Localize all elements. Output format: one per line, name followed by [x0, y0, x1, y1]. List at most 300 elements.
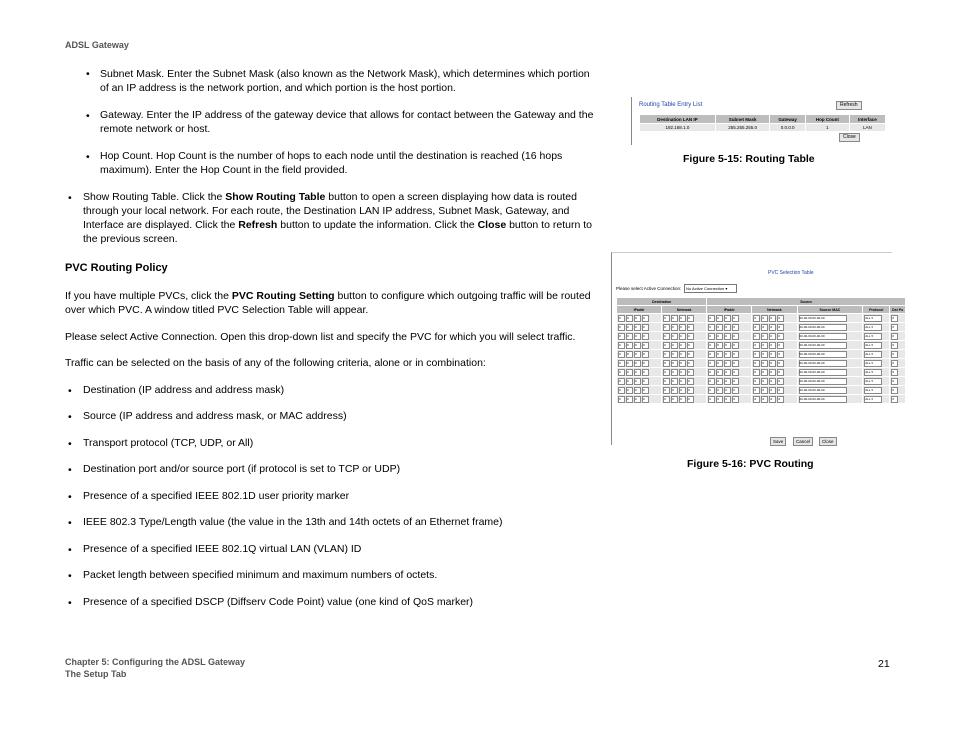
ip-octet-input[interactable]: 0 — [671, 351, 678, 358]
mac-cell — [797, 377, 863, 386]
protocol-select[interactable]: ALL ▾ — [864, 360, 882, 367]
ip-octet-input[interactable]: 0 — [777, 315, 784, 322]
ip-octet-input[interactable]: 0 — [663, 369, 670, 376]
ip-octet-input[interactable]: 0 — [687, 342, 694, 349]
ip-octet-input[interactable]: 0 — [753, 324, 760, 331]
ip-octet-input[interactable]: 0 — [716, 333, 723, 340]
ip-octet-input[interactable]: 0 — [777, 387, 784, 394]
mac-cell — [797, 323, 863, 332]
ip-octet-input[interactable]: 0 — [642, 324, 649, 331]
ip-octet-input[interactable]: 0 — [634, 315, 641, 322]
ip-octet-input[interactable]: 0 — [671, 396, 678, 403]
ip-octet-input[interactable]: 0 — [716, 324, 723, 331]
ip-octet-input[interactable]: 0 — [618, 351, 625, 358]
ip-octet-input[interactable]: 0 — [769, 315, 776, 322]
ip-octet-input[interactable]: 0 — [671, 315, 678, 322]
ip-octet-input[interactable]: 0 — [626, 369, 633, 376]
ip-octet-input[interactable]: 0 — [708, 333, 715, 340]
subnet-mask-text: Subnet Mask. Enter the Subnet Mask (also known as the Network Mask), which determines which portion of an IP address is the network portion, and which portion is the host portion. — [100, 68, 590, 94]
ip-cell — [752, 350, 797, 359]
ip-octet-input[interactable]: 0 — [732, 378, 739, 385]
ip-octet-input[interactable]: 0 — [777, 369, 784, 376]
cell: 255.255.255.0 — [715, 124, 769, 132]
col-header: IPaddr — [707, 306, 752, 314]
ip-octet-input[interactable]: 0 — [724, 360, 731, 367]
ip-octet-input[interactable]: 0 — [642, 387, 649, 394]
port-cell — [890, 323, 906, 332]
mac-input[interactable]: 00-00-00-00-00-00 — [799, 378, 847, 385]
ip-octet-input[interactable]: 0 — [663, 360, 670, 367]
active-connection-select[interactable]: No Active Connection ▾ — [684, 284, 737, 293]
list-item: Presence of a specified DSCP (Diffserv Code Point) value (one kind of QoS marker) — [83, 596, 474, 608]
table-row — [617, 377, 906, 386]
ip-octet-input[interactable]: 0 — [777, 396, 784, 403]
ip-octet-input[interactable]: 0 — [777, 351, 784, 358]
ip-octet-input[interactable]: 0 — [708, 360, 715, 367]
ip-octet-input[interactable]: 0 — [777, 342, 784, 349]
ip-cell — [752, 359, 797, 368]
ip-octet-input[interactable]: 0 — [769, 360, 776, 367]
ip-octet-input[interactable]: 0 — [671, 324, 678, 331]
port-input[interactable]: 0 — [891, 315, 898, 322]
ip-octet-input[interactable]: 0 — [626, 324, 633, 331]
ip-octet-input[interactable]: 0 — [761, 387, 768, 394]
table-row — [617, 332, 906, 341]
list-item: Packet length between specified minimum and maximum numbers of octets. — [83, 569, 438, 581]
ip-octet-input[interactable]: 0 — [724, 351, 731, 358]
ip-octet-input[interactable]: 0 — [724, 387, 731, 394]
ip-octet-input[interactable]: 0 — [708, 396, 715, 403]
ip-octet-input[interactable]: 0 — [769, 396, 776, 403]
ip-octet-input[interactable]: 0 — [687, 387, 694, 394]
ip-cell — [752, 314, 797, 323]
ip-cell — [662, 341, 707, 350]
ip-octet-input[interactable]: 0 — [724, 378, 731, 385]
section-heading: PVC Routing Policy — [65, 262, 168, 274]
ip-cell — [752, 323, 797, 332]
ip-octet-input[interactable]: 0 — [642, 369, 649, 376]
ip-octet-input[interactable]: 0 — [687, 369, 694, 376]
ip-octet-input[interactable]: 0 — [716, 378, 723, 385]
ip-cell — [707, 341, 752, 350]
ip-cell — [707, 323, 752, 332]
mac-cell — [797, 332, 863, 341]
ip-octet-input[interactable]: 0 — [679, 387, 686, 394]
ip-octet-input[interactable]: 0 — [753, 315, 760, 322]
ip-octet-input[interactable]: 0 — [671, 387, 678, 394]
group-destination: Destination — [617, 298, 707, 306]
ip-octet-input[interactable]: 0 — [663, 333, 670, 340]
ip-octet-input[interactable]: 0 — [724, 315, 731, 322]
ip-octet-input[interactable]: 0 — [618, 387, 625, 394]
protocol-select[interactable]: ALL ▾ — [864, 396, 882, 403]
bullet-dot: • — [68, 411, 72, 423]
ip-octet-input[interactable]: 0 — [687, 351, 694, 358]
ip-octet-input[interactable]: 0 — [618, 324, 625, 331]
ip-octet-input[interactable]: 0 — [679, 333, 686, 340]
table-row — [617, 350, 906, 359]
protocol-select[interactable]: ALL ▾ — [864, 342, 882, 349]
ip-octet-input[interactable]: 0 — [634, 369, 641, 376]
mac-cell — [797, 395, 863, 404]
col-interface: Interface — [849, 115, 885, 124]
cancel-button[interactable]: Cancel — [793, 437, 813, 446]
ip-cell — [707, 386, 752, 395]
ip-octet-input[interactable]: 0 — [708, 369, 715, 376]
port-input[interactable]: 0 — [891, 333, 898, 340]
cell: 0.0.0.0 — [770, 124, 806, 132]
ip-octet-input[interactable]: 0 — [761, 378, 768, 385]
protocol-select[interactable]: ALL ▾ — [864, 333, 882, 340]
figure-caption: Figure 5-16: PVC Routing — [687, 458, 814, 470]
col-header: Source MAC — [797, 306, 863, 314]
port-cell — [890, 359, 906, 368]
pvc-selection-screenshot — [611, 252, 904, 445]
ip-octet-input[interactable]: 0 — [769, 342, 776, 349]
table-row — [617, 395, 906, 404]
ip-octet-input[interactable]: 0 — [708, 351, 715, 358]
save-button[interactable]: Save — [770, 437, 786, 446]
ip-octet-input[interactable]: 0 — [679, 360, 686, 367]
ip-cell — [662, 386, 707, 395]
protocol-select[interactable]: ALL ▾ — [864, 324, 882, 331]
cell: 192.168.1.0 — [640, 124, 716, 132]
ip-octet-input[interactable]: 0 — [761, 369, 768, 376]
ip-octet-input[interactable]: 0 — [732, 324, 739, 331]
paragraph-active-connection: Please select Active Connection. Open this drop-down list and specify the PVC for which you will select traffic. — [65, 331, 576, 343]
ip-octet-input[interactable]: 0 — [687, 333, 694, 340]
mac-input[interactable]: 00-00-00-00-00-00 — [799, 369, 847, 376]
ip-cell — [707, 332, 752, 341]
port-cell — [890, 368, 906, 377]
ip-octet-input[interactable]: 0 — [671, 360, 678, 367]
protocol-cell — [863, 395, 890, 404]
col-header: Protocol — [863, 306, 890, 314]
ip-octet-input[interactable]: 0 — [626, 387, 633, 394]
ip-octet-input[interactable]: 0 — [642, 360, 649, 367]
ip-octet-input[interactable]: 0 — [716, 351, 723, 358]
ip-octet-input[interactable]: 0 — [671, 342, 678, 349]
ip-octet-input[interactable]: 0 — [753, 378, 760, 385]
mac-input[interactable]: 00-00-00-00-00-00 — [799, 396, 847, 403]
mac-input[interactable]: 00-00-00-00-00-00 — [799, 324, 847, 331]
ip-octet-input[interactable]: 0 — [708, 378, 715, 385]
ip-octet-input[interactable]: 0 — [663, 324, 670, 331]
ip-octet-input[interactable]: 0 — [753, 342, 760, 349]
ip-octet-input[interactable]: 0 — [687, 315, 694, 322]
port-input[interactable]: 0 — [891, 387, 898, 394]
ip-octet-input[interactable]: 0 — [777, 360, 784, 367]
ip-octet-input[interactable]: 0 — [777, 378, 784, 385]
ip-octet-input[interactable]: 0 — [642, 396, 649, 403]
ip-cell — [617, 368, 662, 377]
ip-octet-input[interactable]: 0 — [732, 333, 739, 340]
ip-octet-input[interactable]: 0 — [724, 324, 731, 331]
ip-octet-input[interactable]: 0 — [716, 360, 723, 367]
ip-octet-input[interactable]: 0 — [761, 315, 768, 322]
port-input[interactable]: 0 — [891, 360, 898, 367]
ip-octet-input[interactable]: 0 — [732, 360, 739, 367]
ip-octet-input[interactable]: 0 — [642, 333, 649, 340]
mac-input[interactable]: 00-00-00-00-00-00 — [799, 315, 847, 322]
mac-input[interactable]: 00-00-00-00-00-00 — [799, 342, 847, 349]
ip-octet-input[interactable]: 0 — [761, 342, 768, 349]
ip-octet-input[interactable]: 0 — [626, 342, 633, 349]
protocol-cell — [863, 314, 890, 323]
ip-octet-input[interactable]: 0 — [761, 396, 768, 403]
ip-octet-input[interactable]: 0 — [634, 333, 641, 340]
bullet-dot: • — [68, 597, 72, 609]
table-row — [617, 359, 906, 368]
ip-octet-input[interactable]: 0 — [761, 324, 768, 331]
ip-octet-input[interactable]: 0 — [761, 360, 768, 367]
ip-octet-input[interactable]: 0 — [761, 351, 768, 358]
ip-octet-input[interactable]: 0 — [679, 324, 686, 331]
ip-cell — [662, 368, 707, 377]
ip-octet-input[interactable]: 0 — [708, 324, 715, 331]
ip-octet-input[interactable]: 0 — [679, 369, 686, 376]
list-item: Destination (IP address and address mask) — [83, 384, 285, 396]
protocol-select[interactable]: ALL ▾ — [864, 378, 882, 385]
col-header: Dst Po — [890, 306, 906, 314]
ip-octet-input[interactable]: 0 — [716, 387, 723, 394]
bullet-dot: • — [86, 110, 90, 122]
mac-cell — [797, 350, 863, 359]
list-item: IEEE 802.3 Type/Length value (the value in the 13th and 14th octets of an Ethernet frame) — [83, 516, 503, 528]
protocol-select[interactable]: ALL ▾ — [864, 387, 882, 394]
ip-octet-input[interactable]: 0 — [679, 315, 686, 322]
table-row — [617, 341, 906, 350]
mac-cell — [797, 359, 863, 368]
port-input[interactable]: 0 — [891, 351, 898, 358]
ip-octet-input[interactable]: 0 — [732, 351, 739, 358]
ip-octet-input[interactable]: 0 — [634, 387, 641, 394]
protocol-select[interactable]: ALL ▾ — [864, 351, 882, 358]
port-cell — [890, 350, 906, 359]
ip-octet-input[interactable]: 0 — [634, 324, 641, 331]
port-input[interactable]: 0 — [891, 369, 898, 376]
footer-section: The Setup Tab — [65, 669, 127, 679]
ip-octet-input[interactable]: 0 — [679, 378, 686, 385]
bullet-dot: • — [68, 192, 72, 204]
list-item: Transport protocol (TCP, UDP, or All) — [83, 437, 254, 449]
fig1-title: Routing Table Entry List — [639, 102, 703, 108]
close-button[interactable]: Close — [839, 133, 860, 142]
ip-octet-input[interactable]: 0 — [618, 369, 625, 376]
ip-cell — [707, 350, 752, 359]
ip-octet-input[interactable]: 0 — [687, 396, 694, 403]
mac-input[interactable]: 00-00-00-00-00-00 — [799, 333, 847, 340]
ip-octet-input[interactable]: 0 — [671, 369, 678, 376]
page-number: 21 — [878, 658, 890, 670]
port-input[interactable]: 0 — [891, 324, 898, 331]
ip-octet-input[interactable]: 0 — [634, 342, 641, 349]
ip-octet-input[interactable]: 0 — [626, 378, 633, 385]
ip-octet-input[interactable]: 0 — [777, 324, 784, 331]
ip-octet-input[interactable]: 0 — [716, 396, 723, 403]
ip-octet-input[interactable]: 0 — [761, 333, 768, 340]
ip-cell — [707, 368, 752, 377]
ip-octet-input[interactable]: 0 — [708, 315, 715, 322]
table-row — [617, 314, 906, 323]
ip-cell — [707, 314, 752, 323]
ip-octet-input[interactable]: 0 — [687, 378, 694, 385]
ip-octet-input[interactable]: 0 — [769, 378, 776, 385]
ip-octet-input[interactable]: 0 — [724, 369, 731, 376]
fig2-title: PVC Selection Table — [768, 270, 814, 276]
ip-octet-input[interactable]: 0 — [642, 315, 649, 322]
ip-cell — [707, 395, 752, 404]
port-cell — [890, 341, 906, 350]
ip-octet-input[interactable]: 0 — [724, 333, 731, 340]
ip-octet-input[interactable]: 0 — [626, 315, 633, 322]
ip-octet-input[interactable]: 0 — [679, 351, 686, 358]
ip-cell — [617, 359, 662, 368]
ip-octet-input[interactable]: 0 — [663, 378, 670, 385]
ip-cell — [662, 377, 707, 386]
ip-octet-input[interactable]: 0 — [626, 360, 633, 367]
mac-input[interactable]: 00-00-00-00-00-00 — [799, 351, 847, 358]
ip-octet-input[interactable]: 0 — [753, 369, 760, 376]
list-item: Presence of a specified IEEE 802.1D user priority marker — [83, 490, 350, 502]
ip-octet-input[interactable]: 0 — [671, 378, 678, 385]
ip-octet-input[interactable]: 0 — [769, 333, 776, 340]
port-input[interactable]: 0 — [891, 378, 898, 385]
ip-cell — [707, 359, 752, 368]
ip-octet-input[interactable]: 0 — [716, 315, 723, 322]
ip-octet-input[interactable]: 0 — [716, 369, 723, 376]
ip-octet-input[interactable]: 0 — [753, 333, 760, 340]
bullet-dot: • — [68, 491, 72, 503]
protocol-cell — [863, 350, 890, 359]
mac-cell — [797, 341, 863, 350]
close-button[interactable]: Close — [819, 437, 837, 446]
ip-cell — [662, 332, 707, 341]
protocol-select[interactable]: ALL ▾ — [864, 369, 882, 376]
refresh-button[interactable]: Refresh — [836, 101, 862, 110]
list-item: Source (IP address and address mask, or MAC address) — [83, 410, 347, 422]
ip-octet-input[interactable]: 0 — [769, 351, 776, 358]
ip-octet-input[interactable]: 0 — [618, 333, 625, 340]
ip-octet-input[interactable]: 0 — [753, 396, 760, 403]
ip-octet-input[interactable]: 0 — [777, 333, 784, 340]
ip-octet-input[interactable]: 0 — [634, 378, 641, 385]
ip-octet-input[interactable]: 0 — [769, 387, 776, 394]
bullet-dot: • — [68, 517, 72, 529]
ip-octet-input[interactable]: 0 — [626, 333, 633, 340]
protocol-cell — [863, 332, 890, 341]
bullet-dot: • — [68, 464, 72, 476]
col-gateway: Gateway — [770, 115, 806, 124]
ip-octet-input[interactable]: 0 — [708, 387, 715, 394]
ip-octet-input[interactable]: 0 — [753, 351, 760, 358]
ip-octet-input[interactable]: 0 — [732, 315, 739, 322]
bullet-dot: • — [86, 151, 90, 163]
ip-cell — [617, 341, 662, 350]
ip-octet-input[interactable]: 0 — [663, 342, 670, 349]
ip-octet-input[interactable]: 0 — [642, 351, 649, 358]
ip-octet-input[interactable]: 0 — [618, 360, 625, 367]
mac-cell — [797, 314, 863, 323]
table-row — [617, 386, 906, 395]
routing-table-screenshot — [631, 97, 892, 145]
list-item: Presence of a specified IEEE 802.1Q virtual LAN (VLAN) ID — [83, 543, 362, 555]
mac-cell — [797, 386, 863, 395]
mac-input[interactable]: 00-00-00-00-00-00 — [799, 387, 847, 394]
ip-octet-input[interactable]: 0 — [663, 351, 670, 358]
mac-input[interactable]: 00-00-00-00-00-00 — [799, 360, 847, 367]
ip-octet-input[interactable]: 0 — [687, 324, 694, 331]
ip-octet-input[interactable]: 0 — [618, 396, 625, 403]
routing-table — [639, 114, 886, 132]
port-input[interactable]: 0 — [891, 342, 898, 349]
ip-cell — [617, 386, 662, 395]
ip-octet-input[interactable]: 0 — [679, 396, 686, 403]
ip-cell — [617, 350, 662, 359]
col-header: IPaddr — [617, 306, 662, 314]
ip-octet-input[interactable]: 0 — [769, 369, 776, 376]
ip-octet-input[interactable]: 0 — [732, 369, 739, 376]
ip-octet-input[interactable]: 0 — [663, 396, 670, 403]
ip-octet-input[interactable]: 0 — [634, 360, 641, 367]
paragraph-criteria-intro: Traffic can be selected on the basis of any of the following criteria, alone or in combination: — [65, 357, 486, 369]
ip-octet-input[interactable]: 0 — [642, 378, 649, 385]
ip-octet-input[interactable]: 0 — [732, 387, 739, 394]
ip-octet-input[interactable]: 0 — [626, 396, 633, 403]
ip-octet-input[interactable]: 0 — [732, 342, 739, 349]
ip-octet-input[interactable]: 0 — [708, 342, 715, 349]
ip-octet-input[interactable]: 0 — [679, 342, 686, 349]
ip-octet-input[interactable]: 0 — [663, 315, 670, 322]
hop-count-text: Hop Count. Hop Count is the number of hops to each node until the destination is reached (16 hops maximum). Enter the Hop Count in the field provided. — [100, 150, 563, 176]
ip-octet-input[interactable]: 0 — [732, 396, 739, 403]
show-routing-text: Show Routing Table. Click the Show Routing Table button to open a screen displaying how data is routed through your local network. For each route, the Destination LAN IP address, Subnet Mask, Gateway, and Interface are displayed. Click the Refresh button to update the information. Click the Close button to return to the previous screen. — [83, 191, 592, 245]
ip-octet-input[interactable]: 0 — [724, 396, 731, 403]
port-input[interactable]: 0 — [891, 396, 898, 403]
ip-cell — [662, 314, 707, 323]
table-row — [617, 323, 906, 332]
protocol-select[interactable]: ALL ▾ — [864, 315, 882, 322]
ip-octet-input[interactable]: 0 — [753, 360, 760, 367]
ip-cell — [662, 359, 707, 368]
ip-octet-input[interactable]: 0 — [724, 342, 731, 349]
ip-octet-input[interactable]: 0 — [671, 333, 678, 340]
col-hop: Hop Count — [805, 115, 849, 124]
ip-octet-input[interactable]: 0 — [618, 378, 625, 385]
ip-cell — [617, 332, 662, 341]
ip-octet-input[interactable]: 0 — [753, 387, 760, 394]
ip-octet-input[interactable]: 0 — [634, 351, 641, 358]
ip-octet-input[interactable]: 0 — [618, 315, 625, 322]
ip-octet-input[interactable]: 0 — [642, 342, 649, 349]
port-cell — [890, 377, 906, 386]
ip-octet-input[interactable]: 0 — [618, 342, 625, 349]
ip-octet-input[interactable]: 0 — [663, 387, 670, 394]
port-cell — [890, 386, 906, 395]
ip-octet-input[interactable]: 0 — [716, 342, 723, 349]
ip-octet-input[interactable]: 0 — [769, 324, 776, 331]
col-header: Netmask — [662, 306, 707, 314]
table-row — [640, 124, 886, 132]
figure-caption: Figure 5-15: Routing Table — [683, 153, 815, 165]
ip-octet-input[interactable]: 0 — [687, 360, 694, 367]
ip-octet-input[interactable]: 0 — [634, 396, 641, 403]
pvc-grid — [616, 297, 906, 404]
ip-cell — [752, 386, 797, 395]
ip-cell — [752, 341, 797, 350]
page-header: ADSL Gateway — [65, 40, 129, 50]
ip-octet-input[interactable]: 0 — [626, 351, 633, 358]
